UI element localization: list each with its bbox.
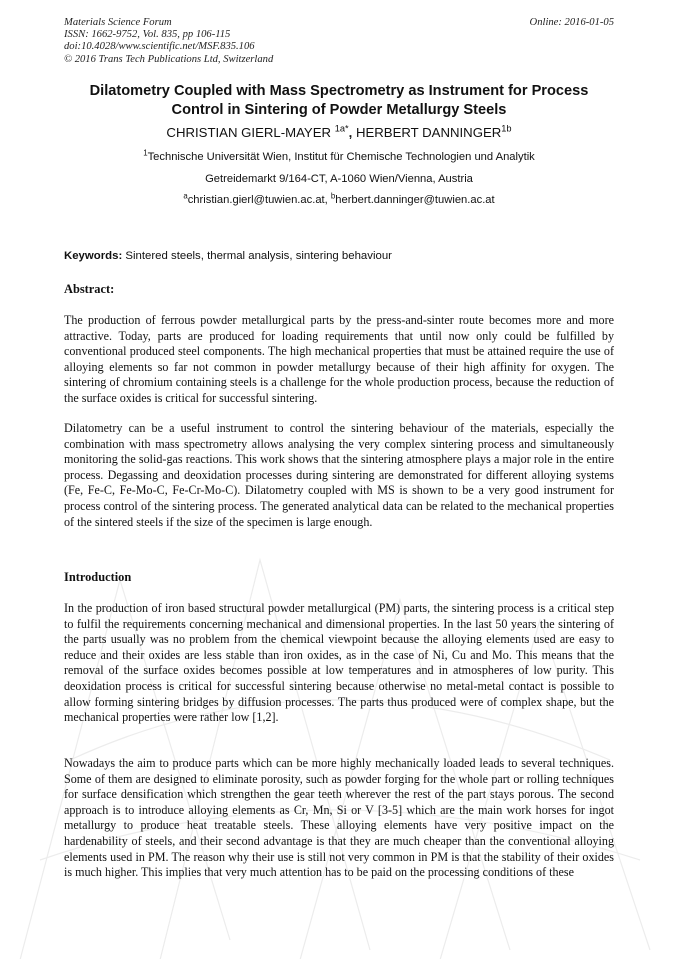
affiliation-address: Getreidemarkt 9/164-CT, A-1060 Wien/Vienna, Austria (205, 173, 473, 185)
author-1-affil: 1a* (334, 123, 349, 134)
introduction-heading: Introduction (64, 570, 132, 584)
abstract-paragraph-1: The production of ferrous powder metallurgical parts by the press-and-sinter route becomes more and more attractive. Today, parts are produced for loading requirements that until now only could be fulfilled by conventional produced steel components. The high mechanical properties that must be attained require the use of alloying elements so far not common in powder metallurgy because of their high affinity for oxygen. The sintering of chromium containing steels is a challenge for the whole production process, because the reduction of the surface oxides is critical for successful sintering. (64, 313, 614, 405)
introduction-paragraph-1: In the production of iron based structural powder metallurgical (PM) parts, the sintering process is a critical step to fulfil the requirements concerning mechanical and dimensional properties. In the last 50 years the sintering of the parts usually was no problem from the chemical viewpoint because the alloying elements used are easy to reduce and their oxides are less stable than iron oxides, as in the case of Ni, Cu and Mo. This means that the removal of the surface oxides becomes possible at low temperatures and in atmospheres of low purity. This deoxidation process is critical for successful sintering because otherwise no metal-metal contact is possible to allow forming sintering bridges by diffusion processes. The parts thus produced were of complex shape, but the mechanical properties were rather low [1,2]. (64, 601, 614, 725)
email-b: herbert.danninger@tuwien.ac.at (335, 194, 495, 206)
copyright: © 2016 Trans Tech Publications Ltd, Switzerland (64, 53, 274, 65)
email-a: christian.gierl@tuwien.ac.at, (187, 194, 328, 206)
author-1: CHRISTIAN GIERL-MAYER (166, 125, 332, 140)
title-line-1: Dilatometry Coupled with Mass Spectrometry as Instrument for Process (89, 83, 589, 99)
keywords (64, 249, 624, 263)
keywords-text: Sintered steels, thermal analysis, sintering behaviour (125, 250, 392, 262)
abstract-paragraph-2: Dilatometry can be a useful instrument to control the sintering behaviour of the materials, especially the combination with mass spectrometry allows analysing the very complex sintering process and simultaneously monitoring the solid-gas reactions. This work shows that the sintering atmosphere plays a major role in the entire process. Degassing and deoxidation processes during sintering are demonstrated for different alloying systems (Fe, Fe-C, Fe-Mo-C, Fe-Cr-Mo-C). Dilatometry coupled with MS is shown to be a very good instrument for process control of the sintering process. The generated analytical data can be related to the mechanical properties of the sintered steels if the size of the specimen is large enough. (64, 421, 614, 529)
affiliation-emails (40, 193, 638, 207)
affil-marker: 1 (143, 148, 148, 158)
doi: doi:10.4028/www.scientific.net/MSF.835.106 (64, 41, 255, 53)
affiliation-institute (40, 150, 638, 164)
journal-name: Materials Science Forum (64, 17, 172, 28)
journal-header (64, 17, 273, 66)
authors (40, 124, 638, 142)
introduction-paragraph-2: Nowadays the aim to produce parts which can be more highly mechanically loaded leads to several techniques. Some of them are designed to eliminate porosity, such as powder forging for the whole part or rolling techniques for surface densification which strengthen the gear teeth wherever the rest of the part stays porous. The second approach is to introduce alloying elements as Cr, Mn, Si or V [3-5] which are the main work horses for ingot metallurgy to produce heat treatable steels. These alloying elements have very positive impact on the hardenability of steels, and their second advantage is that they are much cheaper than the conventional alloying elements used in PM. The reason why their use is still not very common in PM is that the stability of their oxides is much higher. This implies that very much attention has to be paid on the processing conditions of these (64, 756, 614, 880)
keywords-label: Keywords: (64, 250, 123, 262)
author-separator: , (348, 125, 353, 140)
paper-title (40, 82, 638, 120)
email-a-marker: a (183, 191, 188, 201)
author-2-affil: 1b (501, 123, 512, 134)
issn: ISSN: 1662-9752, Vol. 835, pp 106-115 (64, 29, 231, 41)
email-b-marker: b (330, 191, 336, 201)
abstract-heading: Abstract: (64, 282, 115, 296)
author-2: HERBERT DANNINGER (355, 125, 502, 140)
online-date: Online: 2016-01-05 (529, 17, 614, 28)
affiliation-line-1: Technische Universität Wien, Institut für Chemische Technologien und Analytik (147, 151, 535, 163)
title-line-2: Control in Sintering of Powder Metallurgy Steels (171, 102, 507, 118)
